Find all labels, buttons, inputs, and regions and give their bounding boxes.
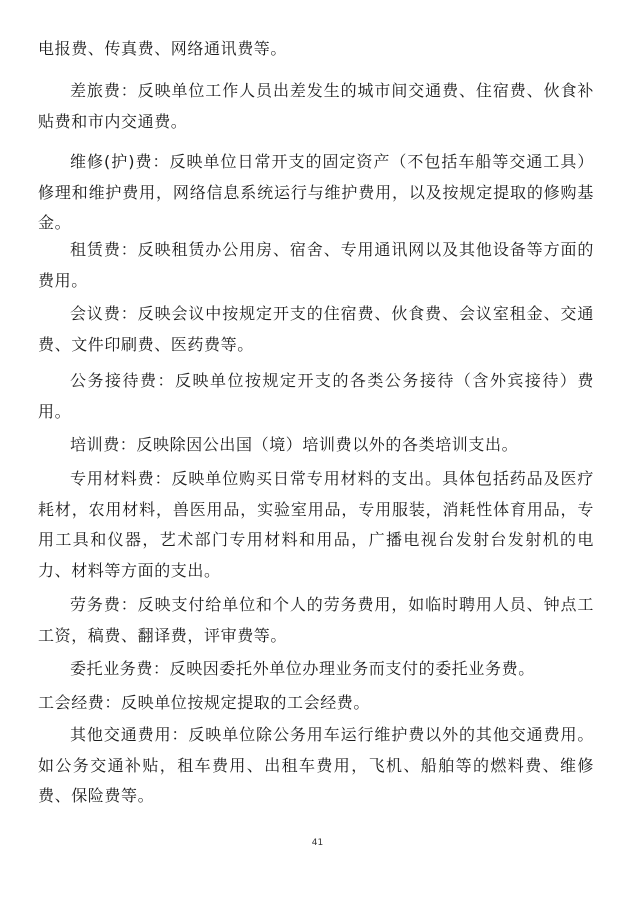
- paragraph-maintenance-fees: 维修(护)费：反映单位日常开支的固定资产（不包括车船等交通工具）修理和维护费用，网络信息系统运行与维护费用，以及按规定提取的修购基金。: [38, 152, 594, 232]
- paragraph-union-funds: 工会经费：反映单位按规定提取的工会经费。: [38, 693, 371, 712]
- paragraph-communication-fees: 电报费、传真费、网络通讯费等。: [38, 39, 288, 58]
- paragraph-rental-fees: 租赁费：反映租赁办公用房、宿舍、专用通讯网以及其他设备等方面的费用。: [38, 240, 594, 290]
- paragraph-conference-fees: 会议费：反映会议中按规定开支的住宿费、伙食费、会议室租金、交通费、文件印刷费、医药费等。: [38, 304, 594, 354]
- paragraph-training-fees: 培训费：反映除因公出国（境）培训费以外的各类培训支出。: [70, 435, 519, 454]
- paragraph-travel-expenses: 差旅费：反映单位工作人员出差发生的城市间交通费、住宿费、伙食补贴费和市内交通费。: [38, 81, 594, 131]
- paragraph-commissioned-services: 委托业务费：反映因委托外单位办理业务而支付的委托业务费。: [70, 659, 535, 678]
- paragraph-special-materials: 专用材料费：反映单位购买日常专用材料的支出。具体包括药品及医疗耗材，农用材料，兽医用品，实验室用品，专用服装，消耗性体育用品，专用工具和仪器，艺术部门专用材料和用品，广播电视台发射台发射机的电力、材料等方面的支出。: [38, 469, 594, 580]
- paragraph-other-transport: 其他交通费用：反映单位除公务用车运行维护费以外的其他交通费用。如公务交通补贴，租车费用、出租车费用，飞机、船舶等的燃料费、维修费、保险费等。: [38, 725, 594, 805]
- page-number: 41: [311, 838, 324, 848]
- paragraph-labor-fees: 劳务费：反映支付给单位和个人的劳务费用，如临时聘用人员、钟点工工资，稿费、翻译费，评审费等。: [38, 595, 594, 645]
- paragraph-reception-fees: 公务接待费：反映单位按规定开支的各类公务接待（含外宾接待）费用。: [38, 371, 594, 421]
